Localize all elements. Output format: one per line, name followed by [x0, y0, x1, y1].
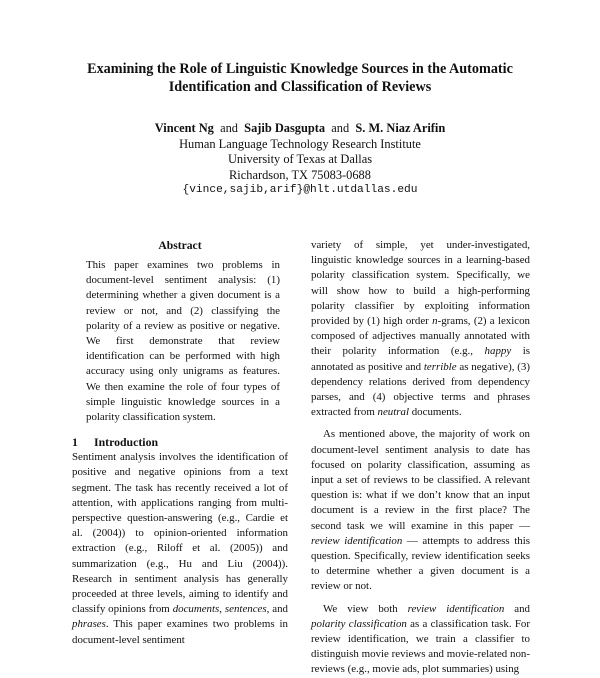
emphasis-phrases: phrases: [72, 618, 106, 631]
abstract-text: This paper examines two problems in document-level sentiment analysis: (1) determining whether a given document is a review or not, and (2) classifying the polarity of a review as positive or negative. We first demonstrate that review identification can be performed with high accuracy using only unigrams as features. We then examine the role of four types of simple linguistic knowledge sources in a polarity classification system.: [86, 259, 280, 424]
emphasis-review-identification: review identification: [311, 534, 403, 547]
author-3: S. M. Niaz Arifin: [355, 121, 446, 135]
text-run: As mentioned above, the majority of work on document-level sentiment analysis to date has focused on polarity classification, assuming as input a set of reviews to be classified. A relevant question is: what if we don’t know that an input document is a review in the first place? The second task we will examine in this paper —: [311, 428, 530, 532]
emphasis-terrible: terrible: [423, 360, 457, 373]
author-2: Sajib Dasgupta: [244, 121, 326, 135]
text-run: and: [504, 602, 530, 615]
text-run: . This paper examines two problems in document-level sentiment: [72, 618, 288, 646]
emphasis-polarity-classification: polarity classification: [311, 617, 407, 630]
text-run: — attempts to address this question. Specifically, review identification seeks to determine whether a given document is a review or not.: [311, 534, 530, 593]
title-line-1: Examining the Role of Linguistic Knowledge Sources in the Automatic: [87, 61, 513, 77]
left-column: [72, 238, 288, 648]
intro-paragraph-1: [72, 450, 288, 648]
right-paragraph-1: [311, 238, 530, 420]
text-run: Sentiment analysis involves the identification of positive and negative opinions from a text segment. The task has recently received a lot of attention, with applications ranging from multi-perspective question-answering (e.g., Cardie et al. (2004)) to opinion-oriented information extraction (e.g., Riloff et al. (2005)) and summarization (e.g., Hu and Liu (2004)). Research in sentiment analysis has generally proceeded at three levels, aiming to identify and classify opinions from: [72, 451, 288, 616]
text-run: -grams, (2) a lexicon composed of adjectives manually annotated with their polarity information (e.g.,: [311, 315, 530, 358]
emphasis-neutral: neutral: [377, 406, 409, 419]
and-1: and: [220, 121, 238, 135]
text-run: We view both: [323, 602, 408, 615]
author-names: [60, 121, 540, 137]
right-column: [311, 238, 530, 678]
emphasis-documents: documents: [172, 603, 220, 616]
paragraph-gap: [311, 420, 530, 427]
author-email: {vince,sajib,arif}@hlt.utdallas.edu: [182, 184, 418, 196]
section-number: 1: [72, 435, 78, 450]
text-run: is annotated as positive and: [311, 345, 530, 373]
text-run: as a classification task. For review identification, we train a classifier to distinguish movie reviews and movie-related non-reviews (e.g., movie ads, plot summaries) using: [311, 617, 530, 676]
paper-title: [40, 60, 560, 96]
text-run: documents.: [409, 406, 462, 419]
emphasis-happy: happy: [484, 345, 512, 358]
abstract-heading: Abstract: [158, 239, 202, 252]
emphasis-review-identification: review identification: [407, 602, 505, 615]
affiliation-1: Human Language Technology Research Institute: [179, 136, 421, 151]
section-title: Introduction: [94, 435, 159, 450]
affiliation-3: Richardson, TX 75083-0688: [229, 167, 371, 182]
text-run: ,: [219, 603, 225, 616]
emphasis-sentences: sentences: [224, 603, 267, 616]
author-block: [60, 121, 540, 199]
text-run: , and: [266, 603, 288, 616]
right-paragraph-2: [311, 427, 530, 594]
affiliation-2: University of Texas at Dallas: [227, 152, 373, 166]
and-2: and: [331, 121, 350, 135]
title-line-2: Identification and Classification of Reviews: [168, 79, 432, 95]
paragraph-gap: [311, 595, 530, 602]
section-heading-introduction: [72, 435, 288, 450]
text-run: variety of simple, yet under-investigated, linguistic knowledge sources in a learning-based polarity classification system. Specifically, we will show how to build a high-performing polarity classifier by exploiting information provided by (1) high order: [311, 239, 530, 328]
emphasis-n: n: [432, 315, 438, 328]
author-1: Vincent Ng: [154, 121, 214, 135]
right-paragraph-3: [311, 602, 530, 678]
text-run: as negative), (3) dependency relations derived from dependency parses, and (4) objective terms and phrases extracted from: [311, 360, 530, 419]
